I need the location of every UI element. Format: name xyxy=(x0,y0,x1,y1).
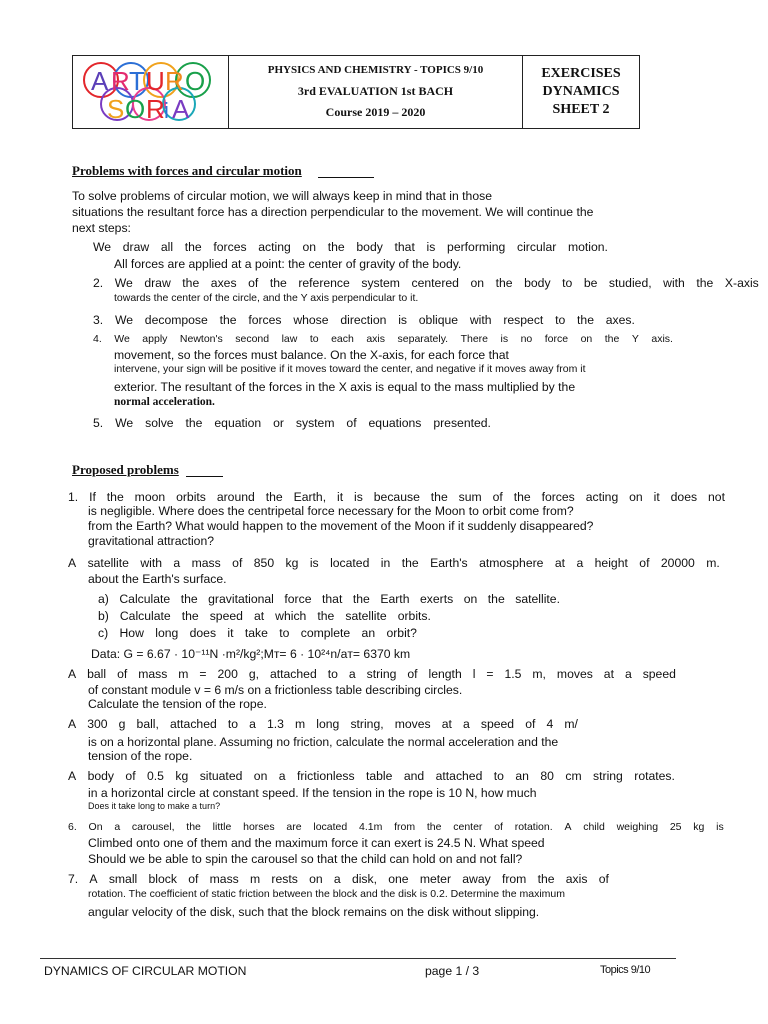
step-4-line-b: movement, so the forces must balance. On the X-axis, for each force that xyxy=(114,348,509,362)
step-1-line-b: All forces are applied at a point: the center of gravity of the body. xyxy=(114,257,462,271)
intro-line-3: next steps: xyxy=(72,221,131,235)
problem-1-text: 1. If the moon orbits around the Earth, it is because the sum of the forces acting on it does not xyxy=(68,490,725,504)
svg-text:A: A xyxy=(91,66,109,96)
section-title-forces: Problems with forces and circular motion xyxy=(72,163,302,178)
problem-5-line-b: in a horizontal circle at constant speed. If the tension in the rope is 10 N, how much xyxy=(88,786,537,800)
step-2-line-b: towards the center of the circle, and the Y axis perpendicular to it. xyxy=(114,292,419,304)
svg-text:i: i xyxy=(164,98,169,123)
step-3-text: 3. We decompose the forces whose direction is oblique with respect to the axes. xyxy=(93,313,635,327)
step-4-line-c: intervene, your sign will be positive if it moves toward the center, and negative if it moves away from it xyxy=(114,363,586,375)
problem-4-line-a xyxy=(68,717,578,731)
problem-4-line-c: tension of the rope. xyxy=(88,749,193,763)
svg-text:R: R xyxy=(165,66,184,96)
intro-line-1: To solve problems of circular motion, we will always keep in mind that in those xyxy=(72,189,492,203)
problem-4-line-b: is on a horizontal plane. Assuming no friction, calculate the normal acceleration and the xyxy=(88,735,559,749)
svg-text:O: O xyxy=(185,66,206,96)
problem-3-line-b: of constant module v = 6 m/s on a frictionless table describing circles. xyxy=(88,683,463,697)
problem-3-line-c: Calculate the tension of the rope. xyxy=(88,697,267,711)
school-logo xyxy=(73,56,228,128)
step-4-line-e: normal acceleration. xyxy=(114,396,215,408)
problem-2-part-b xyxy=(98,609,431,623)
problem-6-text: 6. On a carousel, the little horses are located 4.1m from the center of rotation. A child weighing 25 kg is xyxy=(68,821,724,833)
logo-cell xyxy=(73,56,229,128)
svg-text:T: T xyxy=(129,66,145,96)
problem-2-part-a-text: a) Calculate the gravitational force that the Earth exerts on the satellite. xyxy=(98,592,560,606)
step-1-text: We draw all the forces acting on the body that is performing circular motion. xyxy=(93,240,608,254)
problem-2-part-b-text: b) Calculate the speed at which the satellite orbits. xyxy=(98,609,431,623)
footer-divider xyxy=(40,958,676,959)
problem-3-line-a xyxy=(68,667,676,681)
svg-text:O: O xyxy=(125,94,146,124)
header-sheet: SHEET 2 xyxy=(552,102,610,117)
step-2-line-a xyxy=(93,276,759,290)
problem-1-line-d: gravitational attraction? xyxy=(88,534,215,548)
header-exercises: EXERCISES xyxy=(541,66,621,81)
header-evaluation: 3rd EVALUATION 1st BACH xyxy=(297,84,454,98)
problem-2-line-a xyxy=(68,556,720,570)
problem-3-text: A ball of mass m = 200 g, attached to a string of length l = 1.5 m, moves at a speed xyxy=(68,667,676,681)
problem-1-line-a xyxy=(68,490,725,504)
header-course: Course 2019 – 2020 xyxy=(325,105,426,119)
problem-4-text: A 300 g ball, attached to a 1.3 m long string, moves at a speed of 4 m/ xyxy=(68,717,578,731)
problem-2-part-a xyxy=(98,592,560,606)
header-subject: PHYSICS AND CHEMISTRY - TOPICS 9/10 xyxy=(267,64,484,76)
problem-6-line-a xyxy=(68,821,724,833)
problem-2-data: Data: G = 6.67 · 10⁻¹¹N ·m²/kg²;Mᴛ= 6 · 10²⁴n/aᴛ= 6370 km xyxy=(91,647,411,661)
header-table xyxy=(72,55,640,129)
step-4-text: 4. We apply Newton's second law to each axis separately. There is no force on the Y axis. xyxy=(93,333,673,345)
problem-7-text: 7. A small block of mass m rests on a disk, one meter away from the axis of xyxy=(68,872,609,886)
step-1-line-a xyxy=(93,240,608,254)
problem-6-line-b: Climbed onto one of them and the maximum force it can exert is 24.5 N. What speed xyxy=(88,836,545,850)
problem-5-line-c: Does it take long to make a turn? xyxy=(88,801,221,811)
footer-topics: Topics 9/10 xyxy=(600,964,651,976)
problem-2-part-c-text: c) How long does it take to complete an orbit? xyxy=(98,626,417,640)
problem-6-line-c: Should we be able to spin the carousel so that the child can hold on and not fall? xyxy=(88,852,523,866)
header-dynamics: DYNAMICS xyxy=(542,84,620,99)
intro-line-2: situations the resultant force has a direction perpendicular to the movement. We will continue the xyxy=(72,205,594,219)
svg-text:R: R xyxy=(146,94,165,124)
problem-7-line-a xyxy=(68,872,609,886)
problem-2-text: A satellite with a mass of 850 kg is located in the Earth's atmosphere at a height of 20000 m. xyxy=(68,556,720,570)
svg-text:A: A xyxy=(172,94,190,124)
step-5-line xyxy=(93,416,491,430)
svg-text:U: U xyxy=(146,66,165,96)
problem-5-line-a xyxy=(68,769,675,783)
problem-7-line-c: angular velocity of the disk, such that the block remains on the disk without slipping. xyxy=(88,905,540,919)
section-title-problems: Proposed problems xyxy=(72,462,179,477)
step-4-line-d: exterior. The resultant of the forces in the X axis is equal to the mass multiplied by the xyxy=(114,380,576,394)
footer-title: DYNAMICS OF CIRCULAR MOTION xyxy=(44,964,247,978)
problem-5-text: A body of 0.5 kg situated on a frictionless table and attached to an 80 cm string rotates. xyxy=(68,769,675,783)
title-underline-extension xyxy=(318,177,374,178)
problem-1-line-c: from the Earth? What would happen to the movement of the Moon if it suddenly disappeared? xyxy=(88,519,594,533)
step-4-line-a xyxy=(93,333,673,345)
problem-7-line-b: rotation. The coefficient of static friction between the block and the disk is 0.2. Determine the maximum xyxy=(88,888,566,900)
problem-1-line-b: is negligible. Where does the centripetal force necessary for the Moon to orbit come from? xyxy=(88,504,574,518)
problems-underline-extension xyxy=(186,476,223,477)
problem-2-part-c xyxy=(98,626,417,640)
problem-2-line-b: about the Earth's surface. xyxy=(88,572,227,586)
footer-page-number: page 1 / 3 xyxy=(425,964,480,978)
svg-text:R: R xyxy=(111,66,130,96)
step-3-line xyxy=(93,313,635,327)
svg-text:S: S xyxy=(107,94,125,124)
step-5-text: 5. We solve the equation or system of equations presented. xyxy=(93,416,491,430)
step-2-text: 2. We draw the axes of the reference system centered on the body to be studied, with the X-axis xyxy=(93,276,759,290)
